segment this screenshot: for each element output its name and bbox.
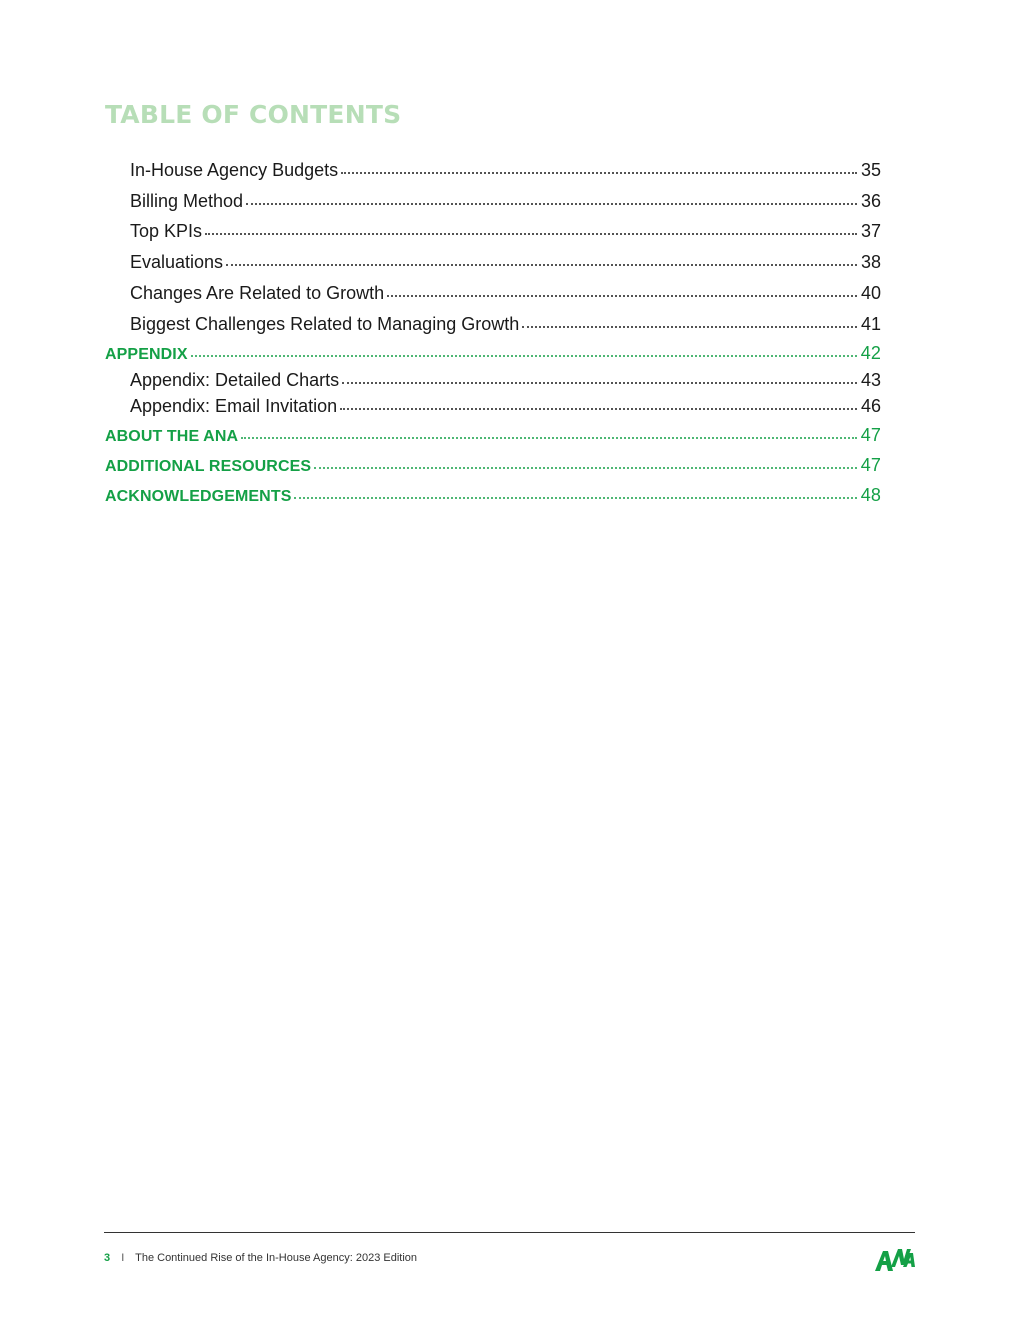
toc-entry-label: Billing Method: [130, 191, 244, 211]
dot-leader: [191, 343, 857, 359]
dot-leader: [342, 368, 857, 386]
toc-entry-page: 43: [860, 370, 881, 390]
toc-section-label: APPENDIX: [105, 346, 188, 363]
toc-entry-billing-method[interactable]: [130, 189, 881, 215]
toc-section-label: ADDITIONAL RESOURCES: [105, 458, 312, 475]
toc-entry-label: Appendix: Email Invitation: [130, 396, 338, 416]
toc-entry-page: 40: [860, 283, 881, 303]
toc-entry-label: Evaluations: [130, 252, 224, 272]
toc-section-additional-resources[interactable]: [105, 455, 881, 481]
toc-entry-page: 37: [860, 221, 881, 241]
dot-leader: [341, 158, 857, 176]
toc-entry-page: 38: [860, 252, 881, 272]
dot-leader: [246, 189, 857, 207]
dot-leader: [522, 312, 857, 330]
toc-section-label: ABOUT THE ANA: [105, 428, 239, 445]
footer-separator: I: [121, 1252, 125, 1264]
toc-entry-page: 35: [860, 160, 881, 180]
page-footer: [104, 1252, 417, 1264]
toc-entry-label: Top KPIs: [130, 221, 203, 241]
dot-leader: [387, 281, 857, 299]
toc-entry-in-house-agency-budgets[interactable]: [130, 158, 881, 184]
toc-section-label: ACKNOWLEDGEMENTS: [105, 488, 292, 505]
dot-leader: [294, 485, 856, 501]
toc-section-about-the-ana[interactable]: [105, 425, 881, 451]
dot-leader: [314, 455, 857, 471]
footer-publication-title: The Continued Rise of the In-House Agency: 2023 Edition: [135, 1252, 418, 1264]
toc-entry-appendix-detailed-charts[interactable]: [130, 368, 881, 394]
toc-section-acknowledgements[interactable]: [105, 485, 881, 511]
toc-section-appendix[interactable]: [105, 343, 881, 369]
toc-entry-page: 36: [860, 191, 881, 211]
dot-leader: [340, 394, 857, 412]
toc-section-page: 42: [860, 343, 881, 363]
dot-leader: [226, 250, 857, 268]
toc-entry-appendix-email-invitation[interactable]: [130, 394, 881, 420]
toc-section-page: 48: [860, 485, 881, 505]
toc-entry-label: Changes Are Related to Growth: [130, 283, 385, 303]
toc-entry-label: Appendix: Detailed Charts: [130, 370, 340, 390]
toc-entry-changes-related-to-growth[interactable]: [130, 281, 881, 307]
toc-section-page: 47: [860, 455, 881, 475]
ana-logo-icon: [874, 1245, 916, 1273]
toc-entry-label: Biggest Challenges Related to Managing Growth: [130, 314, 520, 334]
toc-entry-top-kpis[interactable]: [130, 219, 881, 245]
footer-divider: [104, 1232, 915, 1233]
toc-entry-page: 46: [860, 396, 881, 416]
dot-leader: [205, 219, 857, 237]
toc-entry-evaluations[interactable]: [130, 250, 881, 276]
page-title: TABLE OF CONTENTS: [105, 100, 402, 129]
toc-section-page: 47: [860, 425, 881, 445]
toc-entry-page: 41: [860, 314, 881, 334]
toc-entry-label: In-House Agency Budgets: [130, 160, 339, 180]
toc-entry-biggest-challenges[interactable]: [130, 312, 881, 338]
footer-page-number: 3: [104, 1252, 111, 1264]
dot-leader: [241, 425, 857, 441]
